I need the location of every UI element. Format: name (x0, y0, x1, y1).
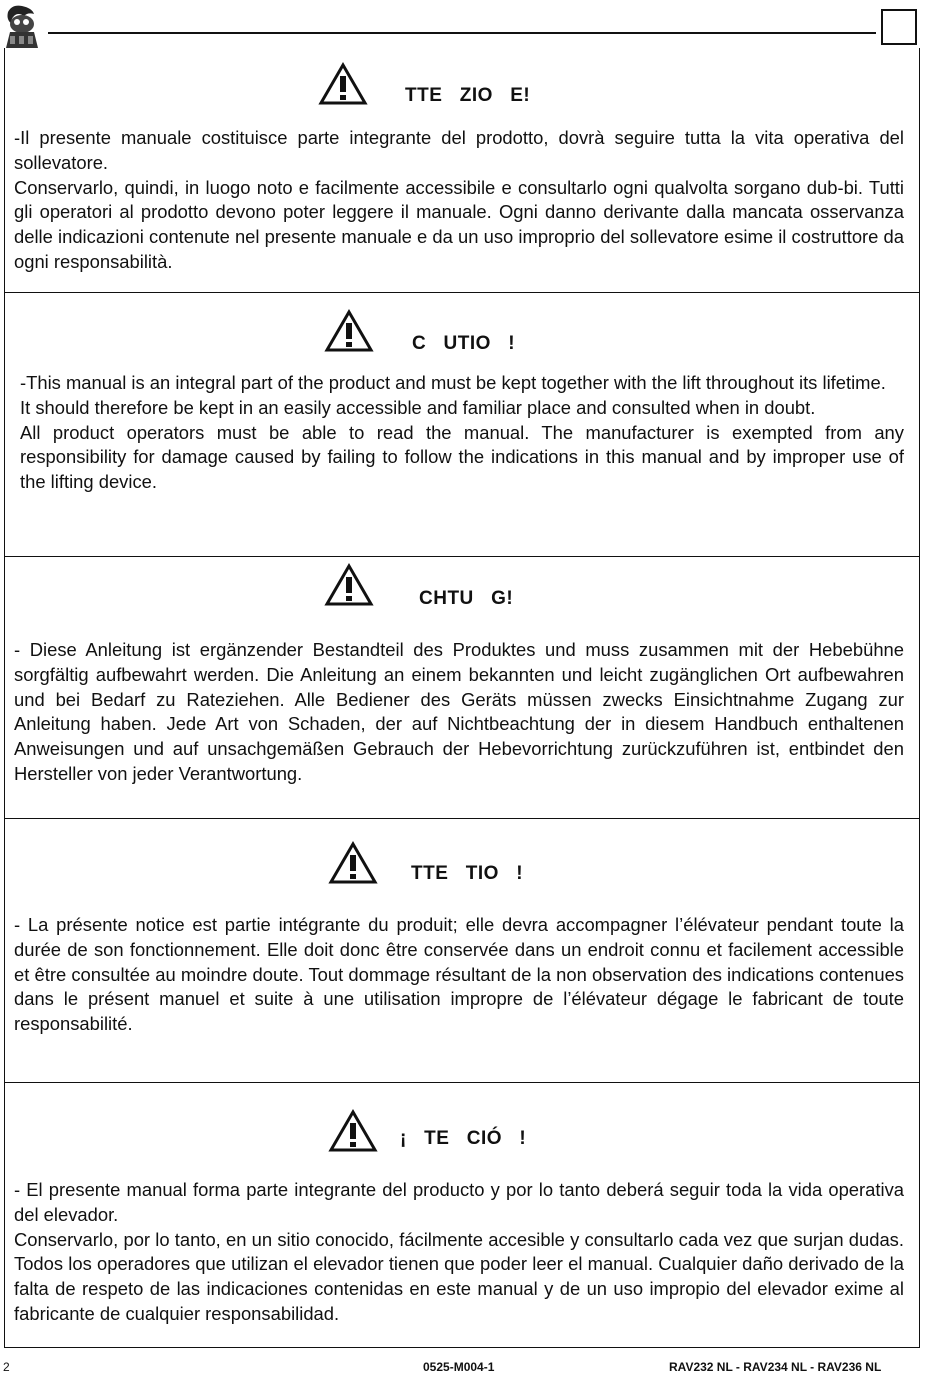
body-paragraph: -This manual is an integral part of the product and must be kept together with the lift throughout its lifetime. (20, 372, 886, 393)
warning-triangle-icon (318, 62, 368, 106)
body-paragraph: -Il presente manuale costituisce parte integrante del prodotto, dovrà seguire tutta la vita operativa del sollevatore. (14, 127, 904, 173)
warning-section-italian (4, 48, 920, 293)
page-corner-box (881, 9, 917, 45)
section-body (14, 638, 904, 787)
section-heading: TTE TIO ! (411, 863, 524, 884)
section-heading: ¡ TE CIÓ ! (400, 1128, 527, 1149)
section-body (14, 1178, 904, 1327)
section-heading: CHTU G! (419, 588, 514, 609)
warning-section-english (4, 293, 920, 557)
section-body (14, 126, 904, 275)
warning-triangle-icon (324, 309, 374, 353)
body-paragraph: - La présente notice est partie intégrante du produit; elle devra accompagner l’élévateur pendant toute la durée de son fonctionnement. Elle doit donc être conservée dans un endroit connu et facilement accessible et être consultée au moindre doute. Tout dommage résultant de la non observation des indications contenues dans le présent manuel et suite à une utilisation impropre de l’élévateur dégage le fabricant de toute responsabilité. (14, 914, 904, 1035)
section-body (14, 913, 904, 1037)
header-rule (48, 32, 876, 34)
section-body (20, 371, 904, 495)
body-paragraph: All product operators must be able to read the manual. The manufacturer is exempted from any responsibility for damage caused by failing to follow the indications in this manual and by improper use of the lifting device. (20, 421, 904, 493)
body-paragraph: - Diese Anleitung ist ergänzender Bestandteil des Produktes und muss zusammen mit der Hebebühne sorgfältig aufbewahrt werden. Die Anleitung an einem bekannten und leicht zugänglichen Ort aufbewahren und bei Bedarf zu Rateziehen. Alle Bediener des Geräts müssen zwecks Einsichtnahme Zugang zur Anleitung haben. Jede Art von Schaden, der auf Nichtbeachtung der in diesem Handbuch enthaltenen Anweisungen und auf unsachgemäßen Gebrauch der Hebevorrichtung zurückzuführen ist, entbindet den Hersteller von jeder Verantwortung. (14, 639, 904, 784)
warning-section-french (4, 819, 920, 1083)
cartoon-logo-icon (2, 2, 42, 50)
body-paragraph: Conservarlo, por lo tanto, en un sitio conocido, fácilmente accesible y consultarlo cada vez que surjan dudas. Todos los operadores que utilizan el elevador tienen que poder leer el manual. Cualquier daño derivado de la falta de respeto de las indicaciones contenidas en este manual y de un uso impropio del elevador exime al fabricante de cualquier responsabilidad. (14, 1228, 904, 1324)
warning-triangle-icon (328, 841, 378, 885)
body-paragraph: Conservarlo, quindi, in luogo noto e facilmente accessibile e consultarlo ogni qualvolta sorgano dub-bi. Tutti gli operatori al prodotto devono poter leggere il manuale. Ogni danno derivante dalla mancata osservanza delle indicazioni contenute nel presente manuale e da un uso improprio del sollevatore esime il costruttore da ogni responsabilità. (14, 176, 904, 272)
section-heading: TTE ZIO E! (405, 85, 531, 106)
warning-section-german (4, 557, 920, 819)
warning-triangle-icon (328, 1109, 378, 1153)
section-heading: C UTIO ! (412, 333, 516, 354)
body-paragraph: It should therefore be kept in an easily accessible and familiar place and consulted when in doubt. (20, 396, 816, 418)
warning-section-spanish (4, 1083, 920, 1348)
page-number: 2 (3, 1360, 10, 1374)
warning-triangle-icon (324, 563, 374, 607)
model-list: RAV232 NL - RAV234 NL - RAV236 NL (669, 1360, 882, 1374)
body-paragraph: - El presente manual forma parte integrante del producto y por lo tanto deberá seguir toda la vida operativa del elevador. (14, 1179, 904, 1225)
document-code: 0525-M004-1 (423, 1360, 495, 1374)
